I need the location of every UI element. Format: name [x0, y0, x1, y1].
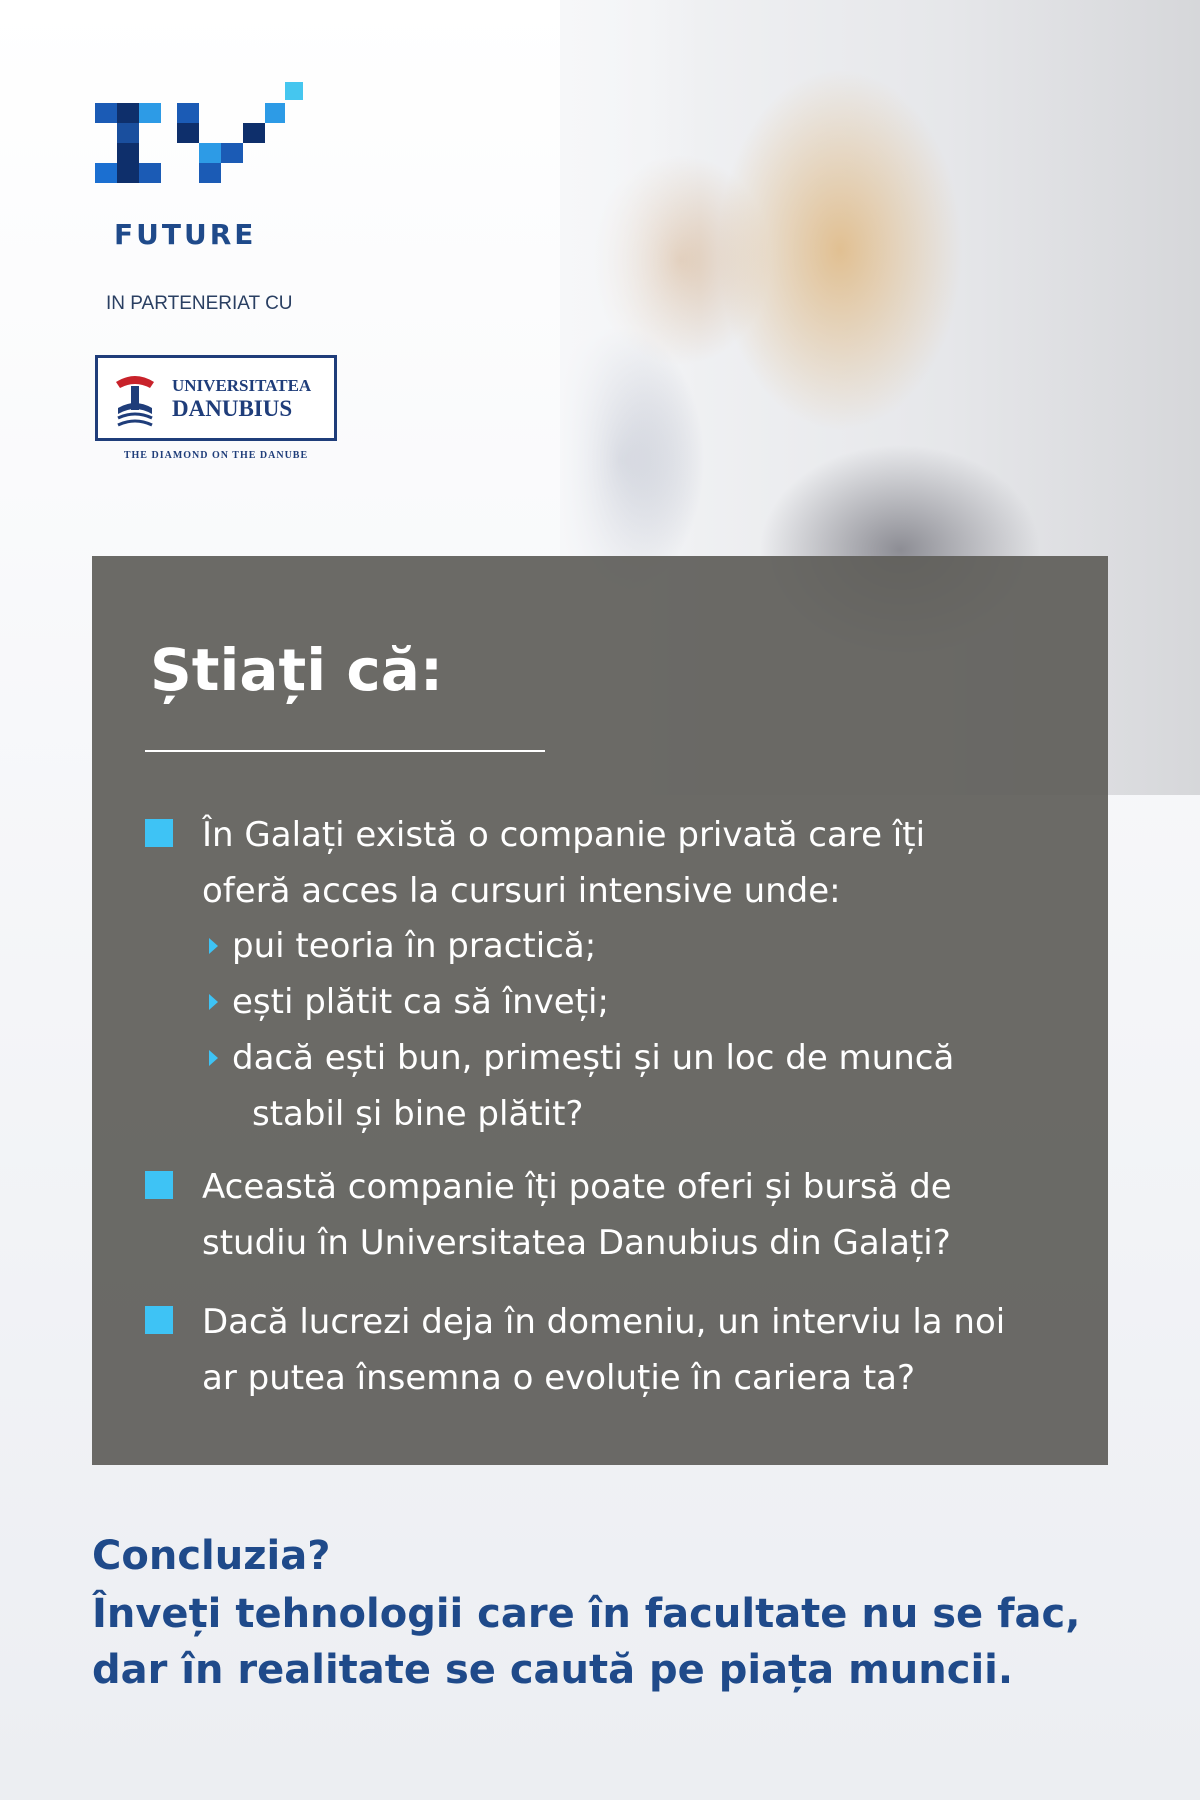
subpoint-text: stabil și bine plătit? — [252, 1094, 584, 1134]
point-text: ar putea însemna o evoluție în cariera ta? — [202, 1358, 916, 1398]
point-text: Dacă lucrezi deja în domeniu, un interviu la noi — [202, 1302, 1006, 1342]
point-text: Această companie îți poate oferi și bursă de — [202, 1167, 952, 1207]
point-text: oferă acces la cursuri intensive unde: — [202, 871, 841, 911]
bullet-square-icon — [145, 819, 173, 847]
university-logo — [95, 355, 337, 441]
it-future-logo — [95, 82, 305, 207]
subpoint-text: dacă ești bun, primești și un loc de muncă — [232, 1038, 955, 1078]
university-name-line1: UNIVERSITATEA — [172, 376, 312, 395]
subpoint-text: ești plătit ca să înveți; — [232, 982, 609, 1022]
subpoint-text: pui teoria în practică; — [232, 926, 597, 966]
point-text: În Galați există o companie privată care îți — [202, 815, 926, 855]
partner-label: IN PARTENERIAT CU — [106, 293, 293, 314]
title-divider — [145, 750, 545, 752]
university-emblem-icon — [110, 368, 160, 432]
point-text: studiu în Universitatea Danubius din Galați? — [202, 1223, 951, 1263]
conclusion-line: dar în realitate se caută pe piața muncii. — [92, 1647, 1014, 1693]
panel-title: Știați că: — [150, 636, 444, 704]
caret-right-icon — [209, 994, 218, 1010]
conclusion-heading: Concluzia? — [92, 1533, 331, 1579]
caret-right-icon — [209, 938, 218, 954]
conclusion-line: Înveți tehnologii care în facultate nu se fac, — [92, 1591, 1081, 1637]
caret-right-icon — [209, 1050, 218, 1066]
brand-name: FUTURE — [114, 218, 257, 251]
bullet-square-icon — [145, 1171, 173, 1199]
bullet-square-icon — [145, 1306, 173, 1334]
university-tagline: THE DIAMOND ON THE DANUBE — [123, 450, 309, 461]
university-name-line2: DANUBIUS — [172, 396, 293, 421]
pixel-logo-icon — [95, 82, 305, 207]
